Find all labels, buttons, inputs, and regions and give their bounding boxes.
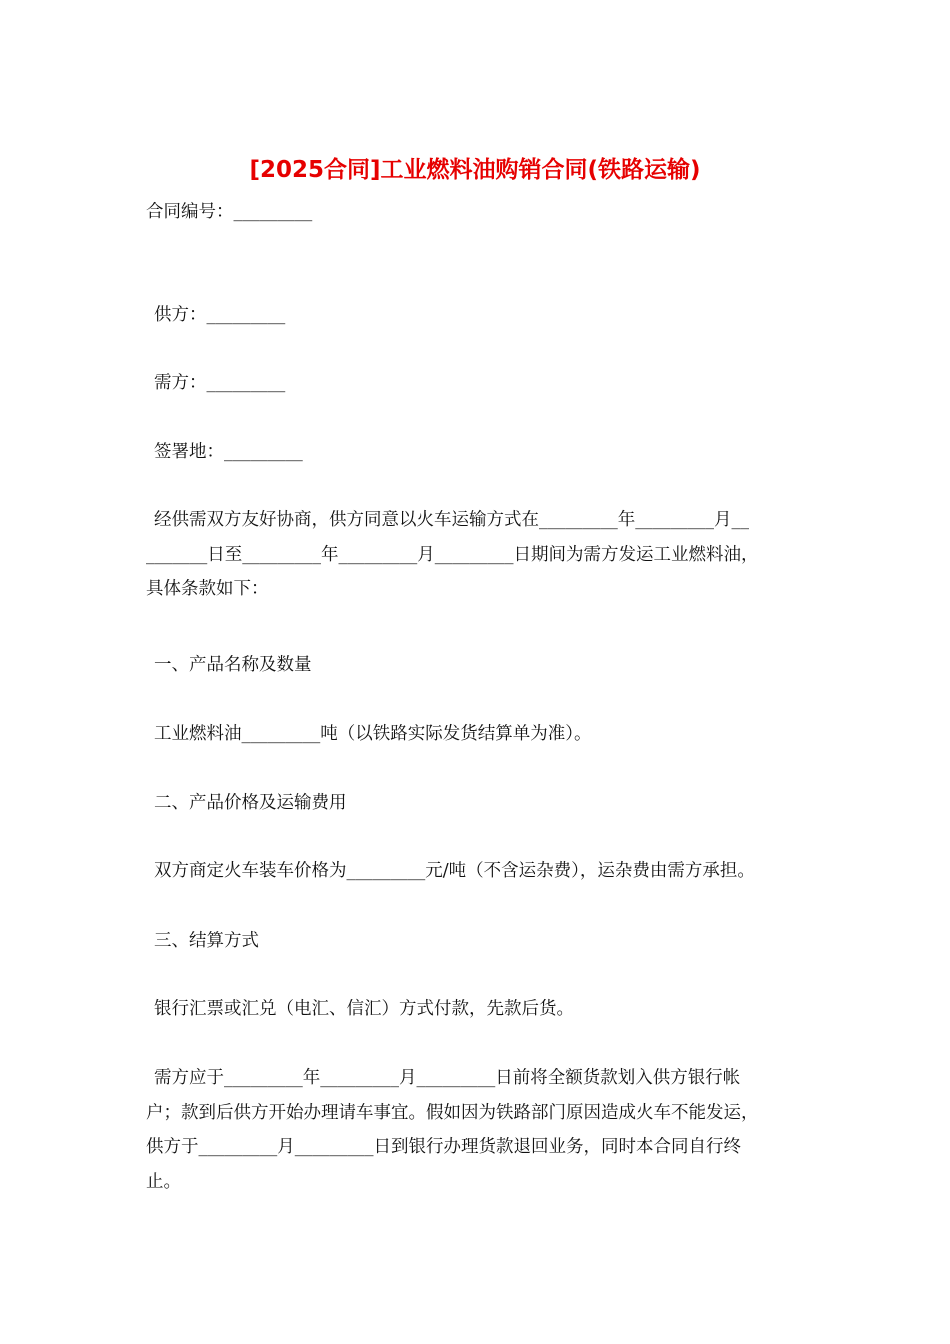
payment-line-1: 需方应于_________年_________月_________日前将全额货款划入供方银行帐 — [154, 1068, 741, 1088]
payment-paragraph — [146, 1061, 759, 1199]
signing-place-line: 签署地：_________ — [154, 442, 303, 462]
section-2-heading: 二、产品价格及运输费用 — [154, 793, 347, 813]
document-title: [2025合同]工业燃料油购销合同(铁路运输) — [249, 157, 701, 183]
section-1-body: 工业燃料油_________吨（以铁路实际发货结算单为准）。 — [154, 724, 592, 744]
payment-line-2: 户；款到后供方开始办理请车事宜。假如因为铁路部门原因造成火车不能发运， — [146, 1102, 759, 1123]
contract-number-line: 合同编号：_________ — [146, 202, 313, 222]
section-3-body: 银行汇票或汇兑（电汇、信汇）方式付款，先款后货。 — [154, 999, 574, 1019]
intro-line-1: 经供需双方友好协商，供方同意以火车运输方式在_________年_________月__ — [154, 510, 749, 530]
intro-line-2: _______日至_________年_________月_________日期间为需方发运工业燃料油， — [146, 544, 759, 565]
payment-line-4: 止。 — [146, 1171, 181, 1192]
section-3-heading: 三、结算方式 — [154, 931, 259, 951]
buyer-line: 需方：_________ — [154, 373, 286, 393]
intro-line-3: 具体条款如下： — [146, 579, 269, 599]
payment-line-3: 供方于_________月_________日到银行办理货款退回业务，同时本合同自行终 — [146, 1137, 741, 1157]
supplier-line: 供方：_________ — [154, 305, 286, 325]
section-2-body: 双方商定火车装车价格为_________元/吨（不含运杂费），运杂费由需方承担。 — [154, 861, 755, 881]
intro-paragraph — [146, 503, 759, 607]
section-1-heading: 一、产品名称及数量 — [154, 655, 312, 675]
